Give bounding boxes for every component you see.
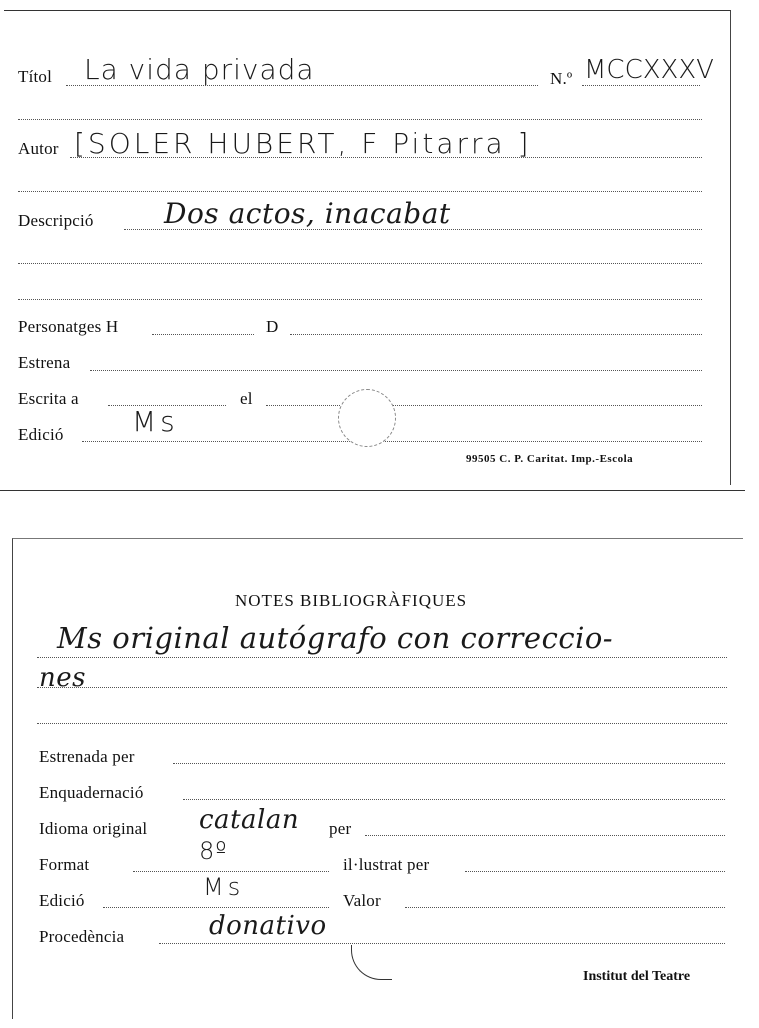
punch-hole-mark [338, 389, 396, 447]
idioma-per-line [365, 835, 725, 836]
format-line [133, 871, 329, 872]
edicio-back-label: Edició [39, 891, 85, 910]
enquadernacio-line [183, 799, 725, 800]
number-value: MCCXXXV [584, 55, 714, 85]
edicio-back-value: Ms [203, 873, 245, 901]
titol-extra-line [18, 119, 702, 120]
valor-label: Valor [343, 891, 381, 910]
institution-name: Institut del Teatre [583, 969, 691, 984]
personatges-h-line [152, 334, 254, 335]
edicio-label: Edició [18, 425, 64, 444]
edicio-value: Ms [132, 405, 179, 438]
notes-heading: NOTES BIBLIOGRÀFIQUES [235, 591, 468, 610]
autor-label: Autor [18, 139, 59, 158]
printer-imprint: 99505 C. P. Caritat. Imp.-Escola [466, 453, 634, 465]
format-value: 8º [199, 837, 228, 865]
el-label: el [240, 389, 253, 408]
idioma-label: Idioma original [39, 819, 148, 838]
titol-label: Títol [18, 67, 53, 86]
procedencia-value: donativo [209, 911, 327, 941]
valor-line [405, 907, 725, 908]
autor-value: [SOLER HUBERT, F Pitarra ] [74, 127, 532, 160]
descripcio-label: Descripció [18, 211, 94, 230]
enquadernacio-label: Enquadernació [39, 783, 144, 802]
format-label: Format [39, 855, 90, 874]
number-label: N.º [550, 69, 573, 88]
estrena-line [90, 370, 702, 371]
personatges-label: Personatges H [18, 317, 119, 336]
notes-line-2: nes [39, 663, 86, 693]
procedencia-label: Procedència [39, 927, 125, 946]
descripcio-line-2 [18, 263, 702, 264]
escrita-label: Escrita a [18, 389, 79, 408]
estrenada-line [173, 763, 725, 764]
idioma-value: catalan [199, 805, 300, 835]
autor-extra-line [18, 191, 702, 192]
titol-value: La vida privada [84, 53, 315, 86]
notes-dotted-line-3 [37, 723, 727, 724]
number-dotted-line [582, 85, 700, 86]
idioma-per-label: per [329, 819, 352, 838]
notes-line-1: Ms original autógrafo con correccio- [57, 621, 614, 655]
personatges-d-line [290, 334, 702, 335]
estrenada-label: Estrenada per [39, 747, 135, 766]
illustrat-line [465, 871, 725, 872]
notes-dotted-line-1 [37, 657, 727, 658]
personatges-d-label: D [266, 317, 279, 336]
illustrat-label: il·lustrat per [343, 855, 430, 874]
catalog-card-back [12, 538, 743, 1019]
catalog-card-front [4, 10, 731, 485]
descripcio-value: Dos actos, inacabat [164, 197, 451, 230]
notes-dotted-line-2 [37, 687, 727, 688]
el-line [266, 405, 702, 406]
handwriting-stroke [351, 945, 392, 980]
card-separator [0, 490, 745, 491]
edicio-back-line [103, 907, 329, 908]
descripcio-line-3 [18, 299, 702, 300]
estrena-label: Estrena [18, 353, 71, 372]
edicio-line [82, 441, 702, 442]
procedencia-line [159, 943, 725, 944]
